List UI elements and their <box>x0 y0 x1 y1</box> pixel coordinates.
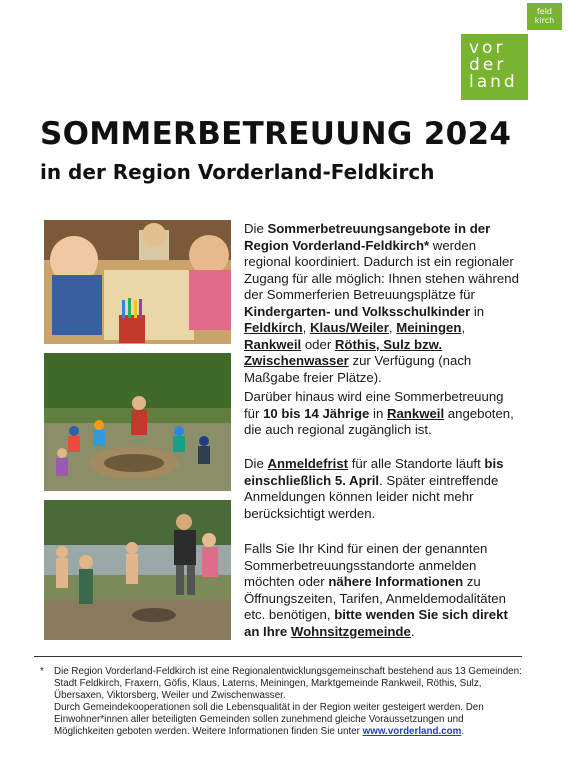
location-rankweil: Rankweil <box>386 405 445 421</box>
location-roethis-sulz-zwischenwasser: Röthis, Sulz bzw. Zwischenwasser <box>244 336 443 368</box>
residence-municipality: Wohnsitzgemeinde <box>290 623 411 639</box>
location-klaus-weiler: Klaus/Weiler <box>309 320 389 335</box>
logo-small-line2: kirch <box>534 16 555 25</box>
text: werden regional koordiniert. Dadurch ist ein regionaler Zugang für alle möglich: Ihnen stehen während der Sommerferien Betreuungsplätze für <box>244 237 519 302</box>
footnote-text <box>54 666 524 738</box>
location-rankweil: Rankweil <box>244 336 302 352</box>
contact-paragraph <box>244 541 519 640</box>
bold-text: nähere Informationen <box>328 574 464 589</box>
text: Die <box>244 221 268 236</box>
logo-big-line2: der <box>469 55 507 75</box>
location-meiningen: Meiningen <box>396 320 462 335</box>
deadline-paragraph <box>244 456 519 522</box>
bold-text: Kindergarten- und Volksschulkinder <box>244 303 471 319</box>
teen-offer-paragraph <box>244 389 519 439</box>
bold-text: bis einschließlich 5. April <box>244 456 504 488</box>
text: zu Öffnungszeiten, Tarifen, Anmeldemodalitäten etc. benötigen, <box>244 574 506 622</box>
logo-feldkirch <box>527 3 562 30</box>
text: , <box>461 320 466 335</box>
children-campfire-photo <box>44 500 231 640</box>
text: , <box>388 320 397 335</box>
bold-text: Sommerbetreuungsangebote in der Region Vorderland-Feldkirch* <box>244 221 491 253</box>
text: Die <box>244 456 268 471</box>
footnote-marker: * <box>40 666 44 677</box>
bold-text: bitte wenden Sie sich direkt an Ihre <box>244 607 508 639</box>
bold-text: 10 bis 14 Jährige <box>263 405 370 421</box>
text: . <box>410 623 415 639</box>
text: Falls Sie Ihr Kind für einen der genannten Sommerbetreuungsstandorte anmelden möchten oder <box>244 541 488 589</box>
text: , <box>302 320 310 335</box>
text: . Später eintreffende Anmeldungen können leider nicht mehr berücksichtigt werden. <box>244 472 499 521</box>
page-title: SOMMERBETREUUNG 2024 <box>40 116 512 152</box>
children-painting-photo <box>44 220 231 344</box>
text: für alle Standorte läuft <box>348 456 485 471</box>
footnote-line2 <box>54 702 524 738</box>
text: Durch Gemeindekooperationen soll die Lebensqualität in der Region weiter gesteigert werden. Den Einwohner*innen aller beteiligten Gemeinden sollen zunehmend gleiche Voraussetzungen und Möglichkeiten geboten werden. Weitere Informationen finden Sie unter <box>54 702 484 737</box>
text: zur Verfügung (nach Maßgabe freier Plätze). <box>244 353 472 385</box>
text: . <box>461 726 465 737</box>
intro-paragraph <box>244 221 519 386</box>
footnote-divider <box>34 656 522 657</box>
location-feldkirch: Feldkirch <box>244 320 303 335</box>
text: in <box>470 303 485 319</box>
page-subtitle: in der Region Vorderland-Feldkirch <box>40 160 435 184</box>
text: Darüber hinaus wird eine Sommerbetreuung für <box>244 389 504 421</box>
registration-deadline: Anmeldefrist <box>267 456 349 471</box>
text: in <box>369 405 387 421</box>
text: oder <box>301 336 335 352</box>
logo-big-line3: land <box>469 72 518 92</box>
footnote <box>34 666 524 738</box>
logo-big-line1: vor <box>469 38 506 58</box>
footnote-line1: Die Region Vorderland-Feldkirch ist eine Regionalentwicklungsgemeinschaft bestehend aus 13 Gemeinden: Stadt Feldkirch, Fraxern, Göfis, Klaus, Laterns, Meiningen, Marktgemeinde Rankweil, Röthis, Sulz, Übersaxen, Viktorsberg, Weiler und Zwischenwasser. <box>54 666 522 701</box>
children-outdoor-circle-photo <box>44 353 231 491</box>
logo-small-line1: feld <box>536 7 553 16</box>
logo-vorderland <box>461 34 528 100</box>
vorderland-link[interactable]: www.vorderland.com <box>362 726 462 737</box>
text: angeboten, die auch regional zugänglich ist. <box>244 405 514 437</box>
